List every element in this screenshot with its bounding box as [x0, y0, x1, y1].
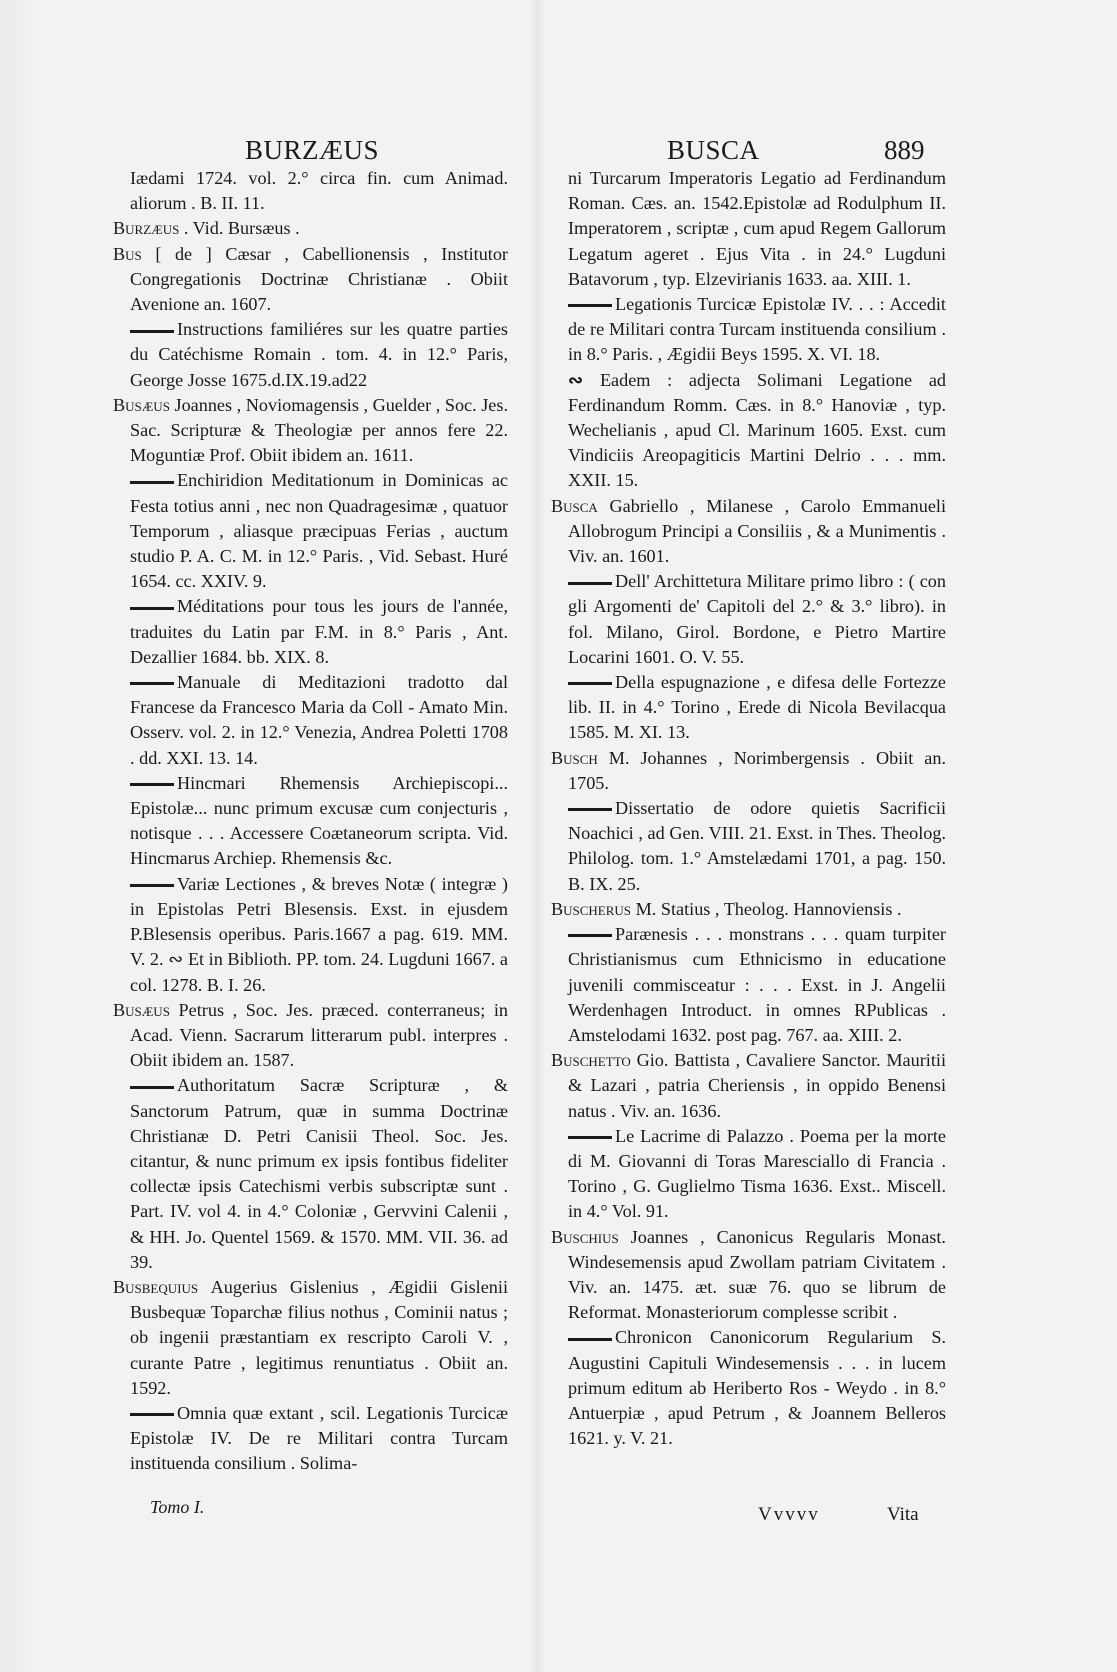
entry-continuation — [551, 166, 946, 292]
ditto-dash — [568, 582, 612, 585]
left-column — [113, 166, 508, 1477]
ditto-dash — [130, 682, 174, 685]
entry-text: Authoritatum Sacræ Scripturæ , & Sanctorum Patrum, quæ in summa Doctrinæ Christianæ D. Petri Canisii Theol. Soc. Jes. citantur, & nunc primum ex ipsis fontibus fideliter collectæ ipsis Catechismi verbis subscriptæ sunt . Part. IV. vol 4. in 4.° Coloniæ , Gervvini Calenii , & HH. Jo. Quentel 1569. & 1570. MM. VII. 36. ad 39. — [130, 1075, 508, 1272]
page-number: 889 — [884, 135, 925, 165]
bibliography-entry — [551, 494, 946, 570]
entry-text: Le Lacrime di Palazzo . Poema per la morte di M. Giovanni di Toras Maresciallo di Francia . Torino , G. Guglielmo Tisma 1636. Exst.. Miscell. in 4.° Vol. 91. — [568, 1125, 946, 1222]
bibliography-entry — [113, 998, 508, 1074]
sub-entry — [113, 670, 508, 771]
sub-entry — [551, 1325, 946, 1451]
bibliography-entry — [113, 393, 508, 469]
sub-entry — [113, 317, 508, 393]
sub-entry — [551, 1124, 946, 1225]
sub-entry — [113, 1073, 508, 1275]
entry-text: Della espugnazione , e difesa delle Fortezze lib. II. in 4.° Torino , Erede di Nicola Bevilacqua 1585. M. XI. 13. — [568, 672, 946, 743]
right-running-head: BUSCA — [667, 135, 760, 165]
sub-entry — [113, 594, 508, 670]
sub-entry — [551, 569, 946, 670]
catchword: Vita — [887, 1504, 919, 1525]
bibliography-entry — [551, 897, 946, 922]
bibliography-entry — [551, 746, 946, 796]
entry-text: Legationis Turcicæ Epistolæ IV. . . : Accedit de re Militari contra Turcam instituenda consilium . in 8.° Paris. , Ægidii Beys 1595. X. VI. 18. — [568, 294, 946, 365]
headword: Buscherus — [551, 898, 636, 919]
entry-text: Gio. Battista , Cavaliere Sanctor. Mauritii & Lazari , patria Cheriensis , in oppido Benensi natus . Viv. an. 1636. — [568, 1050, 946, 1121]
entry-text: ni Turcarum Imperatoris Legatio ad Ferdinandum Roman. Cæs. an. 1542.Epistolæ ad Rodulphum II. Imperatorem , scriptæ , cum apud Regem Gallorum Legatum ageret . Ejus Vita . in 24.° Lugduni Batavorum , typ. Elzevirianis 1633. aa. XIII. 1. — [568, 168, 946, 289]
ditto-dash — [130, 884, 174, 887]
ditto-dash — [568, 1338, 612, 1341]
entry-text: Omnia quæ extant , scil. Legationis Turcicæ Epistolæ IV. De re Militari contra Turcam instituenda consilium . Solima- — [130, 1402, 508, 1474]
entry-text: Augerius Gislenius , Ægidii Gislenii Busbequæ Toparchæ filius nothus , Cominii natus ; ob ingenii præstantiam ex rescripto Caroli V. , curante Patre , legitimus renuntiatus . Obiit an. 1592. — [130, 1276, 509, 1398]
sub-entry — [551, 368, 946, 494]
volume-line: Tomo I. — [150, 1497, 205, 1517]
entry-text: Chronicon Canonicorum Regularium S. Augustini Capituli Windesemensis . . . in lucem primum editum ab Heriberto Ros - Weydo . in 8.° Antuerpiæ , apud Petrum , & Joannem Belleros 1621. y. V. 21. — [568, 1327, 946, 1449]
entry-text: Dissertatio de odore quietis Sacrificii Noachici , ad Gen. VIII. 21. Exst. in Thes. Theolog. Philolog. tom. 1.° Amstelædami 1701, a pag. 150. B. IX. 25. — [568, 798, 946, 894]
ditto-dash — [130, 481, 174, 484]
entry-text: Gabriello , Milanese , Carolo Emmanueli Allobrogum Principi a Consiliis , & a Munimentis . Viv. an. 1601. — [568, 495, 946, 567]
sub-entry — [551, 796, 946, 897]
entry-text: M. Statius , Theolog. Hannoviensis . — [635, 898, 902, 919]
bibliography-entry — [113, 216, 508, 241]
ditto-dash — [130, 1413, 174, 1416]
ditto-dash — [568, 1136, 612, 1139]
bibliography-entry — [113, 1275, 508, 1401]
left-running-head: BURZÆUS — [245, 135, 380, 165]
sub-entry — [551, 292, 946, 368]
entry-text: Enchiridion Meditationum in Dominicas ac Festa totius anni , nec non Quadragesimæ , quatuor Temporum , aliasque præcipuas Ferias , auctum studio P. A. C. M. in 12.° Paris. , Vid. Sebast. Huré 1654. cc. XXIV. 9. — [130, 470, 508, 592]
headword: Busbequius — [113, 1276, 211, 1297]
entry-text: Eadem : adjecta Solimani Legatione ad Ferdinandum Romm. Cæs. in 8.° Hanoviæ , typ. Wechelianis , apud Cl. Marinum 1605. Exst. cum Vindiciis Areopagiticis Martini Delrio . . . mm. XXII. 15. — [568, 369, 946, 491]
ditto-dash — [568, 304, 612, 307]
swung-dash-icon: ∾ — [568, 369, 600, 390]
ditto-dash — [568, 682, 612, 685]
ditto-dash — [130, 1086, 174, 1089]
headword: Busch — [551, 747, 609, 768]
entry-text: Manuale di Meditazioni tradotto dal Francese da Francesco Maria da Coll - Amato Min. Osserv. vol. 2. in 12.° Venezia, Andrea Poletti 1708 . dd. XXI. 13. 14. — [130, 672, 508, 768]
headword: Busæus — [113, 394, 175, 415]
sub-entry — [113, 771, 508, 872]
ditto-dash — [568, 934, 612, 937]
entry-text: Hincmari Rhemensis Archiepiscopi... Epistolæ... nunc primum excusæ cum conjecturis , notisque . . . Accessere Coætaneorum scripta. Vid. Hincmarus Archiep. Rhemensis &c. — [130, 772, 508, 869]
headword: Burzæus — [113, 218, 184, 239]
signature-mark: Vvvvv — [758, 1504, 820, 1525]
ditto-dash — [568, 808, 612, 811]
right-column — [551, 166, 946, 1451]
ditto-dash — [130, 607, 174, 610]
bibliography-entry — [113, 242, 508, 318]
entry-text: Joannes , Noviomagensis , Guelder , Soc. Jes. Sac. Scripturæ & Theologiæ per annos fere 22. Moguntiæ Prof. Obiit ibidem an. 1611. — [130, 394, 508, 466]
sub-entry — [551, 922, 946, 1048]
entry-text: Parænesis . . . monstrans . . . quam turpiter Christianismus cum Ethnicismo in educatione juvenili commisceatur : . . . Exst. in J. Angelii Werdenhagen Introduct. in omnes RPublicas . Amstelodami 1632. post pag. 767. aa. XIII. 2. — [568, 924, 946, 1045]
entry-text: Instructions familiéres sur les quatre parties du Catéchisme Romain . tom. 4. in 12.° Paris, George Josse 1675.d.IX.19.ad22 — [130, 319, 508, 390]
sub-entry — [113, 1401, 508, 1477]
bibliography-entry — [551, 1225, 946, 1326]
headword: Busæus — [113, 999, 179, 1020]
entry-text: Iædami 1724. vol. 2.° circa fin. cum Animad. aliorum . B. II. 11. — [130, 168, 508, 214]
sub-entry — [113, 468, 508, 594]
entry-continuation — [113, 166, 508, 216]
entry-text: M. Johannes , Norimbergensis . Obiit an. 1705. — [568, 747, 947, 793]
headword: Buschius — [551, 1226, 631, 1247]
entry-text: Joannes , Canonicus Regularis Monast. Windesemensis apud Zwollam patriam Civitatem . Viv. an. 1475. æt. suæ 76. quo se librum de Reformat. Monasteriorum complesse scribit . — [568, 1226, 946, 1323]
headword: Busca — [551, 495, 610, 516]
entry-text: Petrus , Soc. Jes. præced. conterraneus; in Acad. Vienn. Sacrarum litterarum publ. interpres . Obiit ibidem an. 1587. — [130, 999, 508, 1071]
ditto-dash — [130, 330, 174, 333]
entry-text: Méditations pour tous les jours de l'année, traduites du Latin par F.M. in 8.° Paris , Ant. Dezallier 1684. bb. XIX. 8. — [130, 596, 508, 667]
headword: Buschetto — [551, 1050, 637, 1071]
sub-entry — [113, 872, 508, 998]
bibliography-entry — [551, 1048, 946, 1124]
ditto-dash — [130, 783, 174, 786]
entry-text: [ de ] Cæsar , Cabellionensis , Institutor Congregationis Doctrinæ Christianæ . Obiit Avenione an. 1607. — [130, 243, 508, 315]
sub-entry — [551, 670, 946, 746]
headword: Bus — [113, 243, 156, 264]
entry-text: . Vid. Bursæus . — [183, 218, 300, 239]
entry-text: Variæ Lectiones , & breves Notæ ( integræ ) in Epistolas Petri Blesensis. Exst. in ejusdem P.Blesensis operibus. Paris.1667 a pag. 619. MM. V. 2. ∾ Et in Biblioth. PP. tom. 24. Lugduni 1667. a col. 1278. B. I. 26. — [130, 873, 508, 995]
entry-text: Dell' Archittetura Militare primo libro : ( con gli Argomenti de' Capitoli del 2.° & 3.° libro). in fol. Milano, Girol. Bordone, e Pietro Martire Locarini 1601. O. V. 55. — [568, 571, 946, 667]
